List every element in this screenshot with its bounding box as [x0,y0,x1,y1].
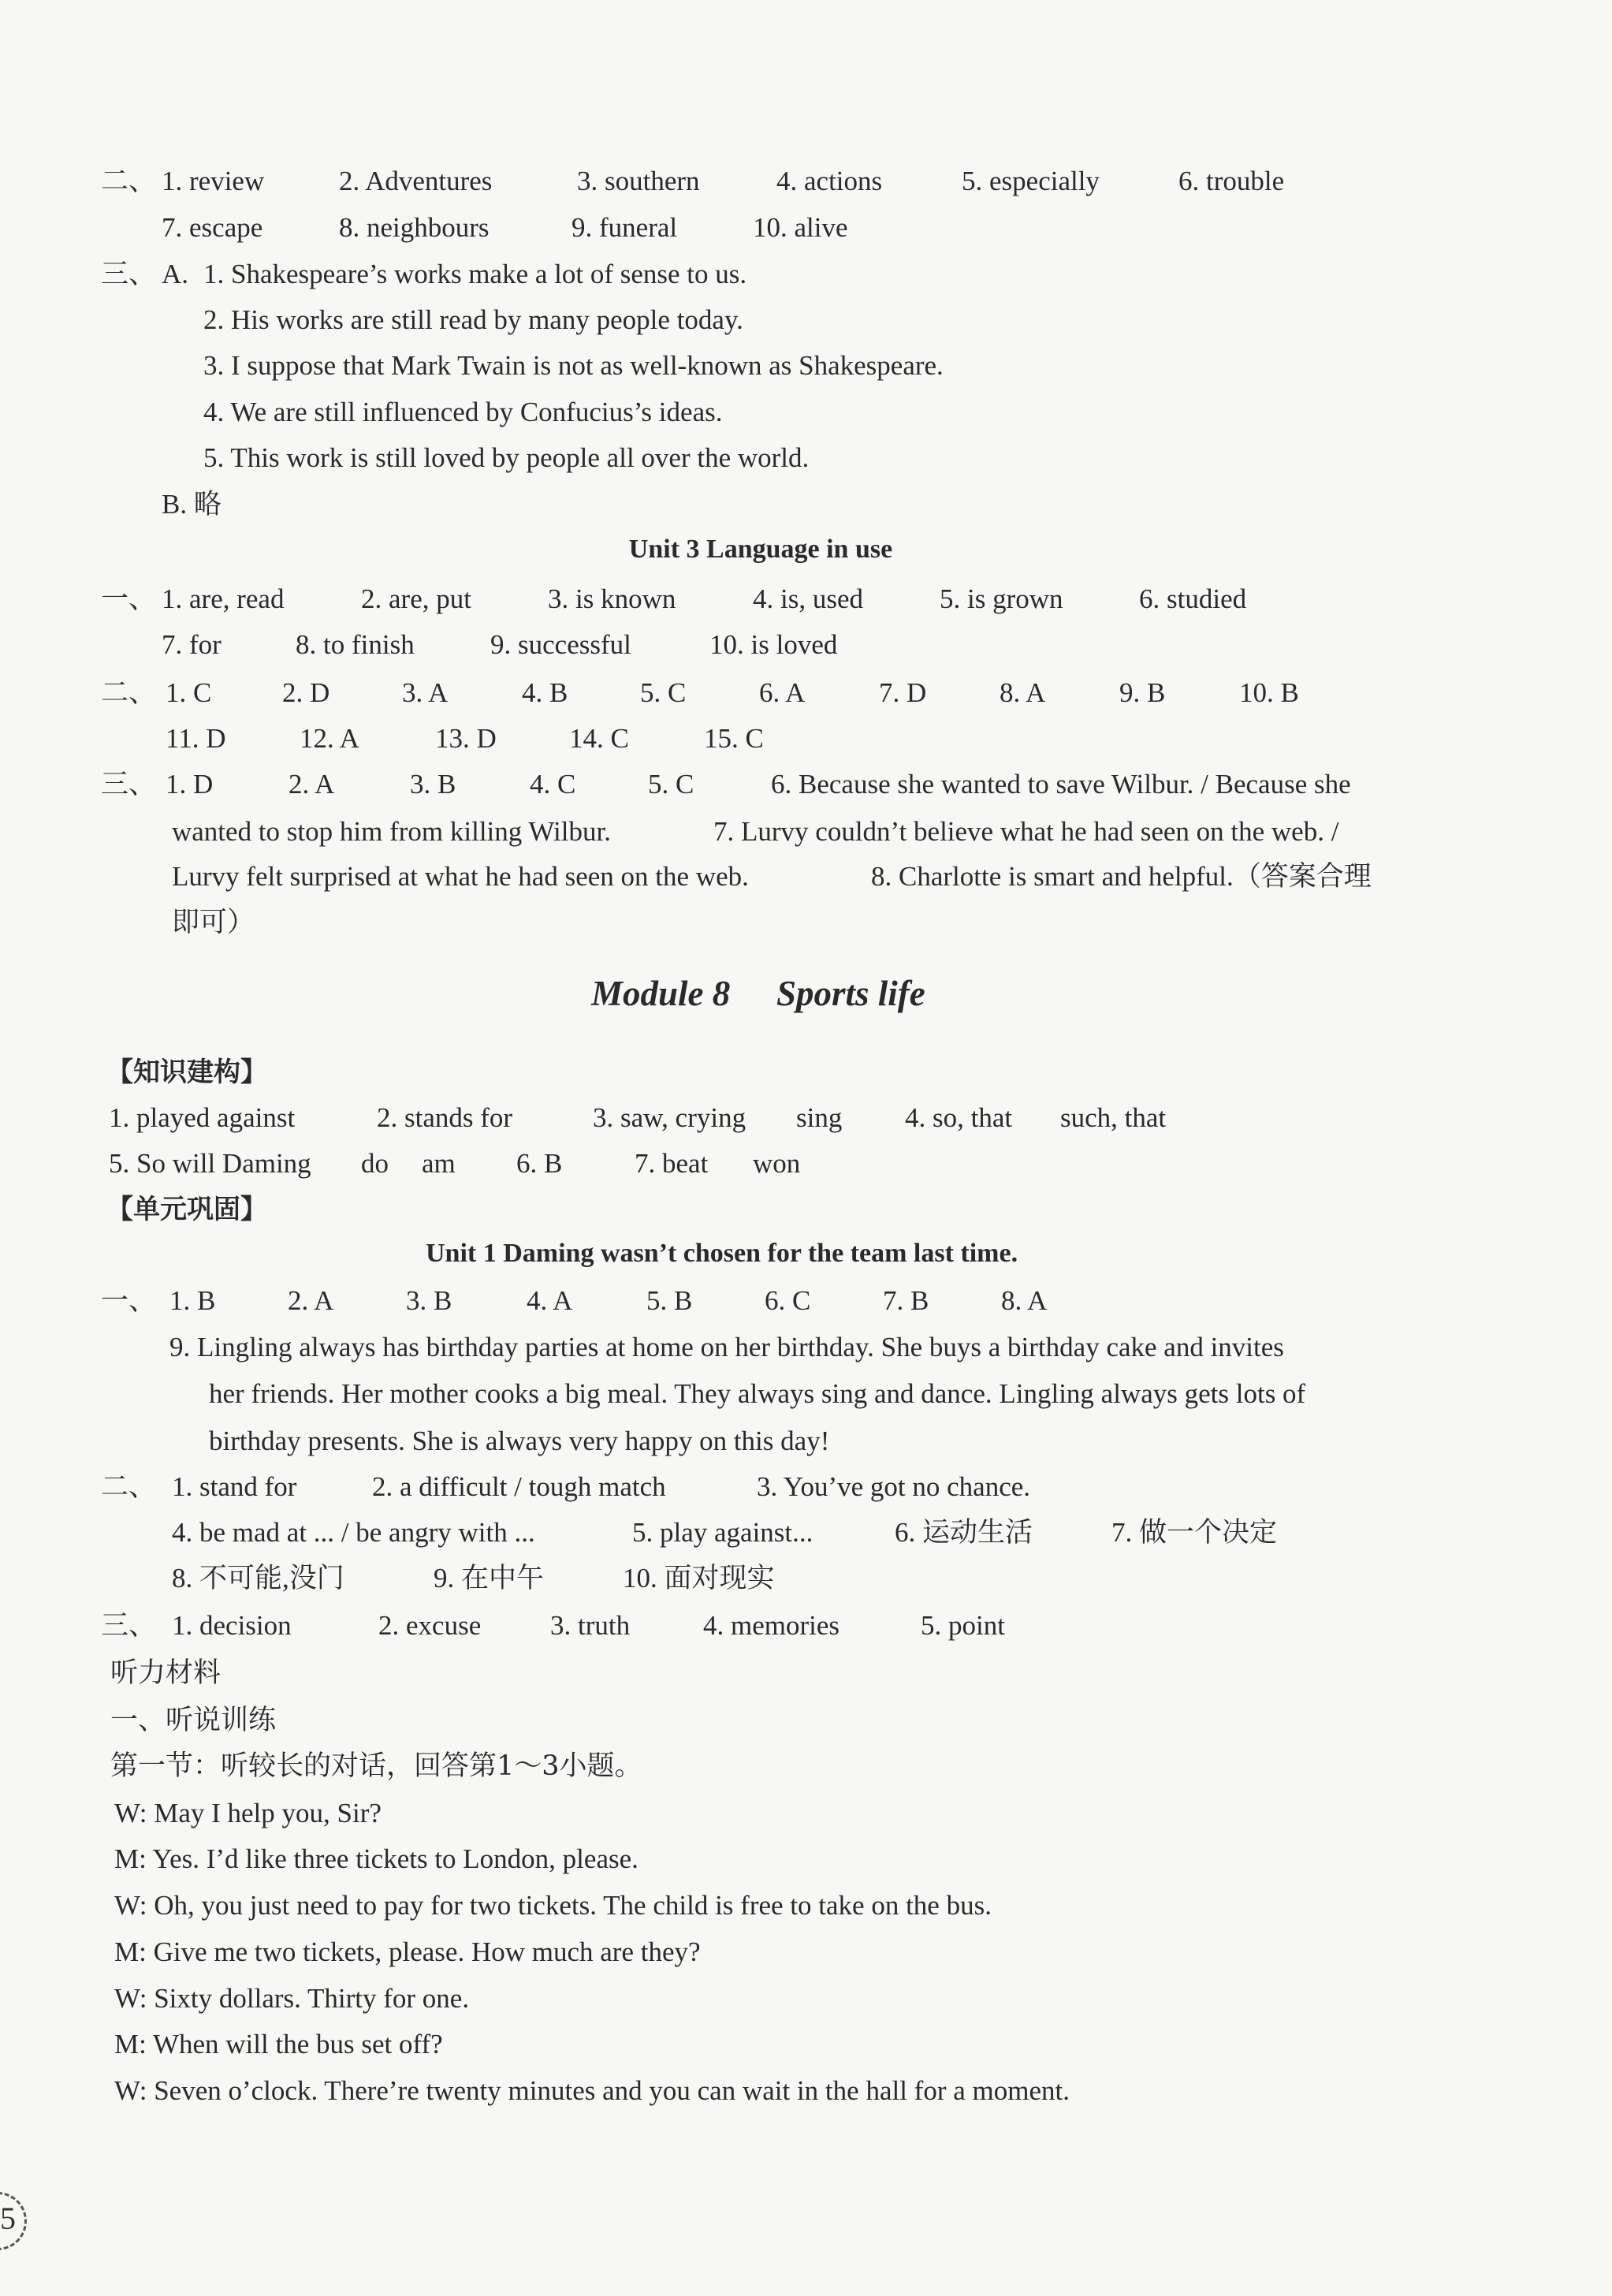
paragraph-line: birthday presents. She is always very happy on this day! [209,1426,830,1456]
sentence-answer: 2. His works are still read by many people today. [203,304,743,335]
sentence-answer: 3. I suppose that Mark Twain is not as well-known as Shakespeare. [203,350,944,381]
answer-item: 3. truth [550,1610,631,1641]
listening-section: 第一节：听较长的对话，回答第1～3小题。 [110,1750,642,1782]
answer-item: 1. played against [109,1102,296,1133]
answer-item: 9. successful [490,629,631,660]
answer-item: 3. You’ve got no chance. [757,1471,1031,1502]
answer-item: 2. excuse [378,1610,482,1641]
answer-item: 15. C [704,723,764,754]
answer-item: 7. 做一个决定 [1111,1517,1278,1548]
answer-row [0,1146,1612,1181]
answer-text: wanted to stop him from killing Wilbur. [172,816,611,847]
answer-item: 2. are, put [361,583,471,614]
answer-item: 9. B [1119,677,1166,708]
answer-row [0,1608,1612,1643]
answer-item: 1. stand for [172,1471,297,1502]
answer-row [0,211,1612,245]
answer-item: 8. 不可能,没门 [172,1563,344,1593]
answer-row [0,721,1612,756]
paragraph-line: 9. Lingling always has birthday parties at home on her birthday. She buys a birthday cake and invites [169,1332,1284,1362]
sub-label: B. 略 [162,489,222,520]
answer-item: 7. D [879,677,927,708]
section-header: 【单元巩固】 [106,1194,267,1225]
answer-row [0,1561,1612,1596]
dialogue-line: M: Yes. I’d like three tickets to London, please. [114,1843,638,1874]
answer-item: 5. is grown [940,583,1063,614]
answer-item: 6. Because she wanted to save Wilbur. / Because she [771,769,1351,800]
answer-item: 6. trouble [1178,166,1285,196]
answer-item: 10. is loved [709,629,838,660]
answer-item: 10. 面对现实 [623,1563,775,1593]
answer-item: 9. funeral [571,212,678,243]
answer-item: 1. review [162,166,265,196]
answer-item: 3. B [406,1285,452,1316]
answer-item: 5. play against... [632,1517,813,1548]
answer-item: 3. saw, crying [593,1102,746,1133]
answer-item: 5. point [921,1610,1005,1641]
unit-title: Unit 1 Daming wasn’t chosen for the team last time. [426,1239,1018,1268]
answer-item: 8. A [1001,1285,1048,1316]
answer-item: 4. B [522,677,568,708]
section-marker: 三、 [101,1610,157,1642]
answer-item: 2. Adventures [339,166,493,196]
sentence-answer: 1. Shakespeare’s works make a lot of sense to us. [203,259,747,289]
section-marker: 二、 [101,677,157,709]
answer-item: 10. B [1239,677,1299,708]
answer-item: 4. memories [703,1610,840,1641]
dialogue-line: W: Seven o’clock. There’re twenty minutes and you can wait in the hall for a moment. [114,2075,1070,2106]
answer-item: 5. So will Daming [109,1148,311,1179]
dialogue-line: W: May I help you, Sir? [114,1798,382,1828]
answer-row [0,676,1612,710]
answer-item: 7. for [162,629,222,660]
answer-item: 3. is known [548,583,676,614]
answer-item: 1. decision [172,1610,292,1641]
answer-item: 2. a difficult / tough match [372,1471,666,1502]
answer-item: such, that [1060,1102,1167,1133]
answer-item: 4. actions [776,166,883,196]
answer-row [0,814,1612,849]
answer-item: 6. C [765,1285,811,1316]
answer-item: 2. A [288,1285,334,1316]
unit-title: Unit 3 Language in use [628,535,893,564]
answer-item: 8. A [1000,677,1046,708]
answer-item: 8. neighbours [339,212,490,243]
answer-row [0,1284,1612,1318]
answer-row [0,1515,1612,1550]
answer-item: 12. A [300,723,359,754]
dialogue-line: M: Give me two tickets, please. How much are they? [114,1936,701,1967]
section-marker: 三、 [101,769,157,800]
answer-row [0,164,1612,199]
listening-header: 听力材料 [110,1657,222,1689]
answer-item: 7. beat [635,1148,709,1179]
answer-text: 8. Charlotte is smart and helpful.（答案合理 [871,861,1372,892]
answer-item: 10. alive [753,212,848,243]
answer-item: do [361,1148,389,1179]
answer-item: 9. 在中午 [434,1563,545,1593]
module-title: Module 8 [591,974,731,1013]
answer-item: 4. A [527,1285,573,1316]
section-header: 【知识建构】 [106,1057,267,1088]
page-number: 5 [0,2201,16,2236]
section-marker: 一、 [101,1285,157,1317]
answer-item: 6. studied [1139,583,1247,614]
answer-item: 6. A [759,677,806,708]
answer-item: 4. is, used [753,583,863,614]
answer-item: 14. C [569,723,629,754]
answer-item: am [422,1148,456,1179]
paragraph-line: her friends. Her mother cooks a big meal. They always sing and dance. Lingling always gets lots of [209,1378,1306,1409]
dialogue-line: M: When will the bus set off? [114,2029,443,2059]
section-marker: 二、 [101,1471,157,1503]
answer-row [0,582,1612,617]
answer-item: 13. D [435,723,497,754]
answer-item: 1. C [166,677,212,708]
answer-item: 6. B [516,1148,563,1179]
answer-text: 7. Lurvy couldn’t believe what he had seen on the web. / [713,816,1339,847]
answer-item: 3. southern [577,166,700,196]
answer-item: 4. C [530,769,576,800]
answer-row [0,1101,1612,1135]
answer-item: 1. B [169,1285,216,1316]
answer-item: 5. C [648,769,694,800]
answer-item: 4. be mad at ... / be angry with ... [172,1517,535,1548]
answer-item: won [753,1148,801,1179]
answer-row [0,628,1612,662]
answer-item: 1. are, read [162,583,285,614]
answer-item: 3. B [410,769,456,800]
section-marker: 一、 [101,583,157,615]
answer-item: 2. stands for [377,1102,513,1133]
answer-item: 5. B [646,1285,693,1316]
answer-item: 4. so, that [905,1102,1013,1133]
answer-item: 2. A [289,769,335,800]
answer-item: 11. D [166,723,226,754]
answer-item: sing [796,1102,843,1133]
answer-item: 8. to finish [296,629,415,660]
answer-item: 1. D [166,769,214,800]
answer-item: 2. D [282,677,330,708]
answer-row [0,1470,1612,1504]
listening-part: 一、听说训练 [110,1705,277,1736]
answer-item: 6. 运动生活 [895,1517,1033,1548]
answer-row [0,859,1612,894]
answer-text: 即可） [172,907,255,938]
answer-item: 7. escape [162,212,263,243]
sentence-answer: 4. We are still influenced by Confucius’s ideas. [203,397,723,427]
answer-item: 7. B [883,1285,929,1316]
dialogue-line: W: Oh, you just need to pay for two tickets. The child is free to take on the bus. [114,1890,992,1921]
module-subtitle: Sports life [776,974,925,1013]
answer-row [0,767,1612,802]
dialogue-line: W: Sixty dollars. Thirty for one. [114,1983,470,2014]
section-marker: 二、 [101,166,157,197]
sub-label: A. [162,259,189,289]
sentence-answer: 5. This work is still loved by people all over the world. [203,442,810,473]
section-marker: 三、 [101,259,157,290]
answer-item: 5. especially [962,166,1100,196]
answer-item: 3. A [402,677,449,708]
answer-item: 5. C [640,677,687,708]
answer-text: Lurvy felt surprised at what he had seen on the web. [172,861,749,892]
